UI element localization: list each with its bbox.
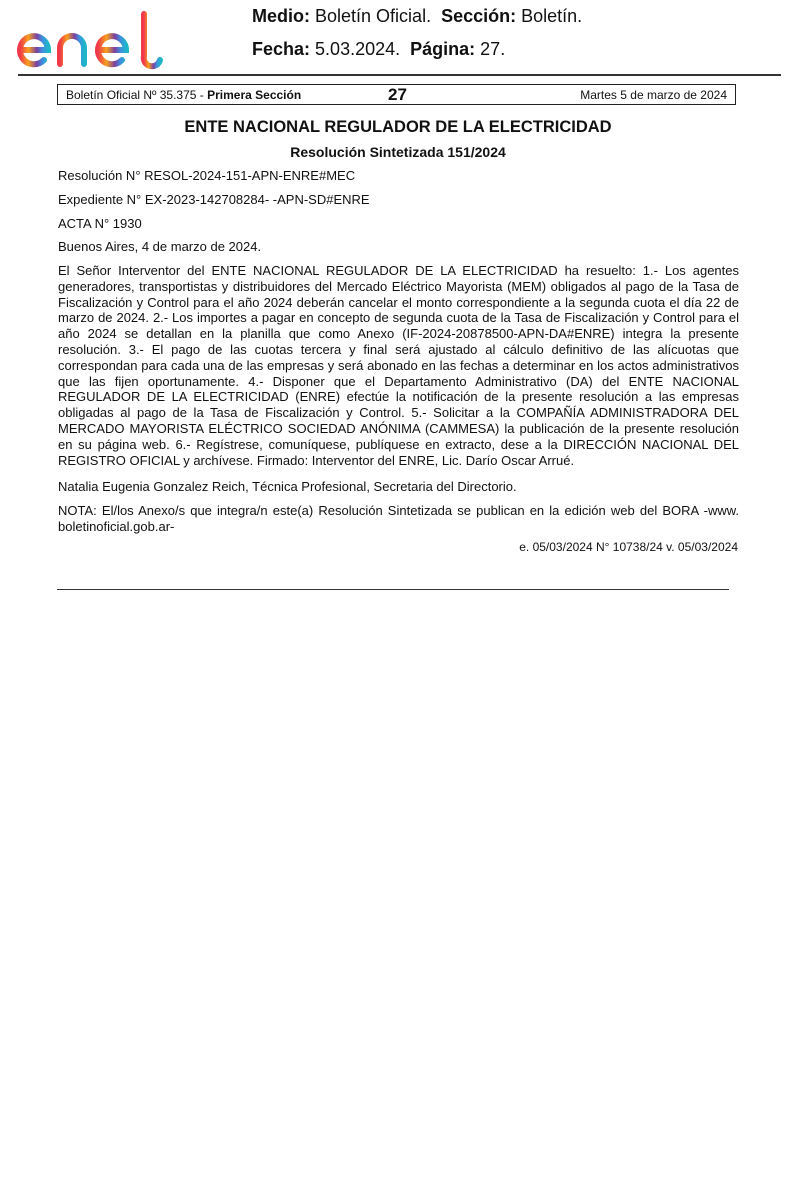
header-divider: [18, 74, 781, 76]
fecha-value: 5.03.2024.: [315, 39, 401, 59]
resolucion-number: Resolución N° RESOL-2024-151-APN-ENRE#MEC: [58, 168, 356, 183]
footer-divider: [57, 589, 729, 590]
place-date: Buenos Aires, 4 de marzo de 2024.: [58, 239, 262, 254]
pagina-label: Página:: [410, 39, 476, 59]
document-title: ENTE NACIONAL REGULADOR DE LA ELECTRICIDAD: [184, 118, 612, 136]
bulletin-date: Martes 5 de marzo de 2024: [580, 88, 727, 102]
meta-line-2: [252, 39, 505, 60]
document-subtitle: Resolución Sintetizada 151/2024: [290, 144, 506, 160]
expediente-number: Expediente N° EX-2023-142708284- -APN-SD#ENRE: [58, 192, 370, 207]
signer: Natalia Eugenia Gonzalez Reich, Técnica Profesional, Secretaria del Directorio.: [58, 479, 517, 494]
seccion-value: Boletín.: [521, 6, 583, 26]
bulletin-section: Primera Sección: [207, 88, 302, 102]
acta-number: ACTA N° 1930: [58, 216, 142, 231]
enel-logo: [14, 8, 180, 72]
seccion-label: Sección:: [441, 6, 517, 26]
bulletin-bar: [57, 84, 736, 105]
edition-line: e. 05/03/2024 N° 10738/24 v. 05/03/2024: [519, 540, 738, 554]
meta-line-1: [252, 6, 582, 27]
pagina-value: 27.: [480, 39, 506, 59]
bulletin-page-number: 27: [388, 85, 407, 104]
resolution-body: El Señor Interventor del ENTE NACIONAL REGULADOR DE LA ELECTRICIDAD ha resuelto: 1.- Los agentes generadores, transportistas y distribuidores del Mercado Eléctrico Mayorista (MEM) obligados al pago de la Tasa de Fiscalización y Control para el año 2024 deberán cancelar el monto correspondiente a la segunda cuota el día 22 de marzo de 2024. 2.- Los importes a pagar en concepto de segunda cuota de la Tasa de Fiscalización y Control para el año 2024 se detallan en la planilla que como Anexo (IF-2024-20878500-APN-DA#ENRE) integra la presente resolución. 3.- El pago de las cuotas tercera y final será ajustado al cálculo definitivo de las alícuotas que correspondan para cada una de las empresas y será abonado en las fechas a determinar en los actos administrativos que las fijen oportunamente. 4.- Disponer que el Departamento Administrativo (DA) del ENTE NACIONAL REGULADOR DE LA ELECTRICIDAD (ENRE) efectúe la notificación de la presente resolución a las empresas obligadas al pago de la Tasa de Fiscalización y Control. 5.- Solicitar a la COMPAÑÍA ADMINISTRADORA DEL MERCADO MAYORISTA ELÉCTRICO SOCIEDAD ANÓNIMA (CAMMESA) la publicación de la presente resolución en su página web. 6.- Regístrese, comuníquese, publíquese en extracto, dese a la DIRECCIÓN NACIONAL DEL REGISTRO OFICIAL y archívese. Firmado: Interventor del ENRE, Lic. Darío Oscar Arrué.: [58, 263, 739, 468]
bulletin-issue: [66, 88, 301, 102]
medio-value: Boletín Oficial.: [315, 6, 432, 26]
annex-note: NOTA: El/los Anexo/s que integra/n este(a) Resolución Sintetizada se publican en la edición web del BORA -www. boletinoficial.gob.ar-: [58, 503, 739, 534]
bulletin-issue-number: Boletín Oficial Nº 35.375 -: [66, 88, 208, 102]
fecha-label: Fecha:: [252, 39, 311, 59]
medio-label: Medio:: [252, 6, 310, 26]
